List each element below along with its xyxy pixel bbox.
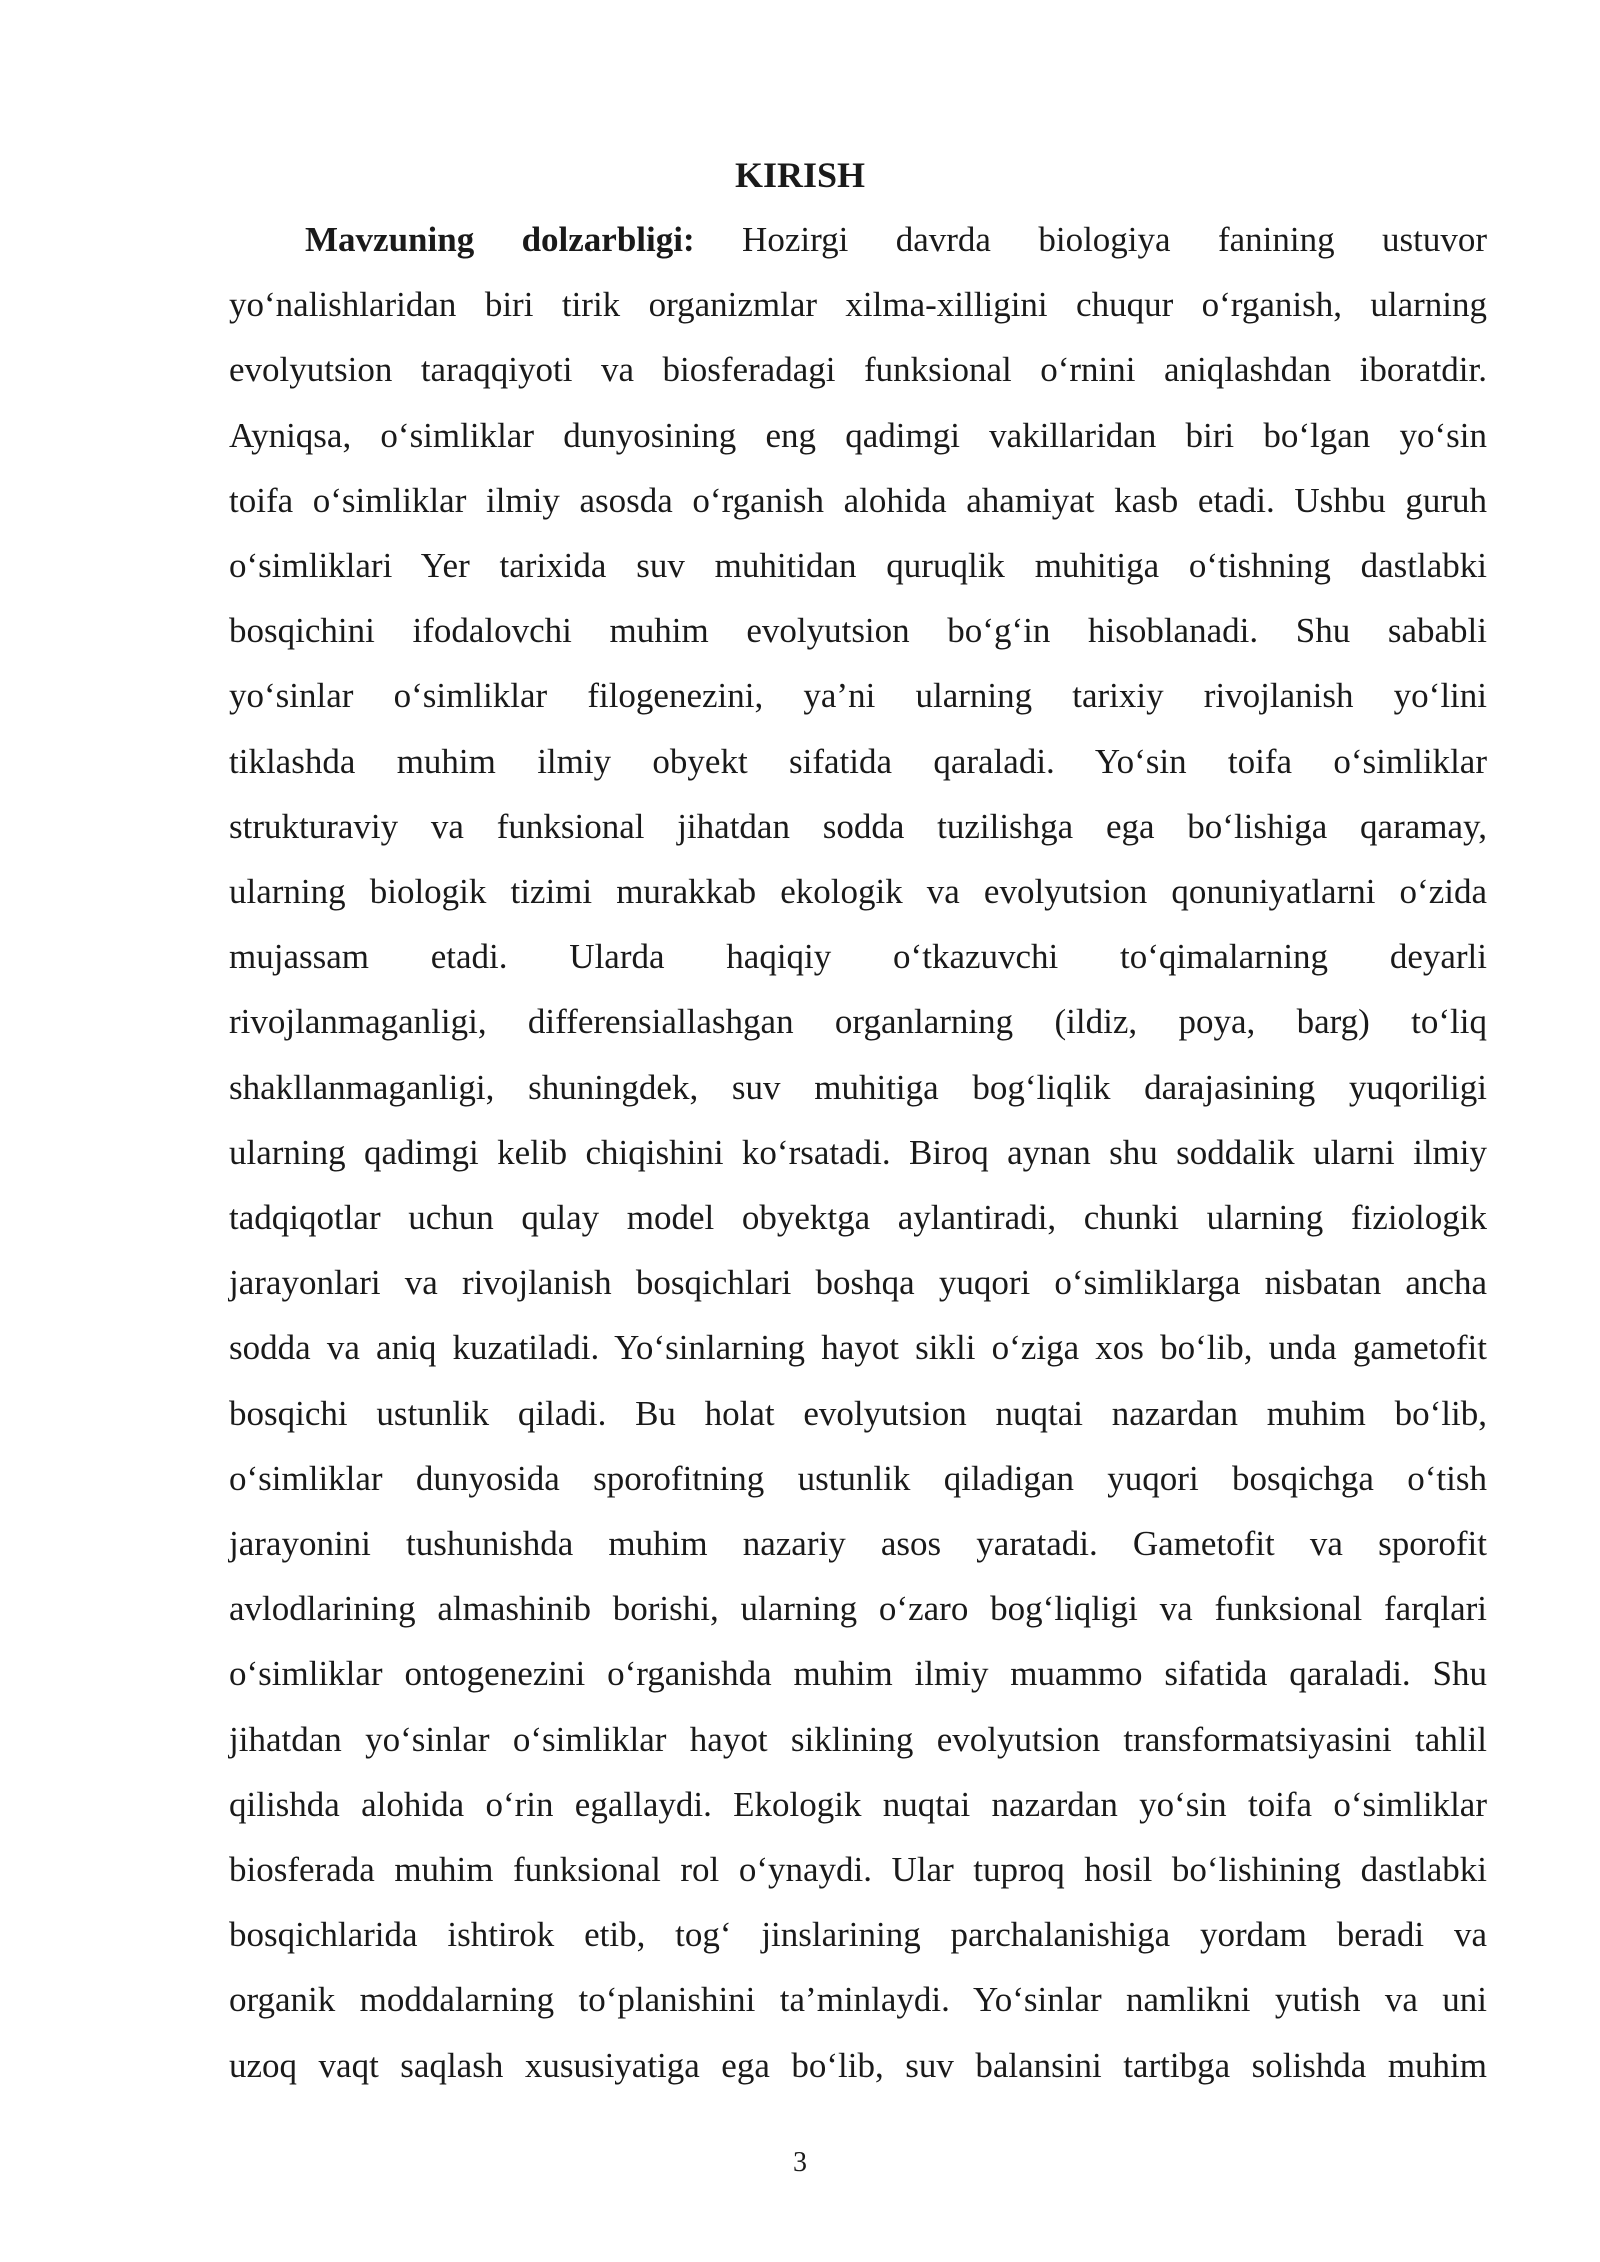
text-line: ularning qadimgi kelib chiqishini ko‘rsatadi. Biroq aynan shu soddalik ularni ilmiy (229, 1132, 1487, 1172)
text-line: organik moddalarning to‘planishini ta’minlaydi. Yo‘sinlar namlikni yutish va uni (229, 1980, 1487, 2020)
text-line: o‘simliklari Yer tarixida suv muhitidan quruqlik muhitiga o‘tishning dastlabki (229, 546, 1487, 586)
text-line: rivojlanmaganligi, differensiallashgan organlarning (ildiz, poya, barg) to‘liq (229, 1002, 1487, 1042)
text-line-content: Hozirgi davrda biologiya fanining ustuvor (694, 220, 1487, 259)
text-line: shakllanmaganligi, shuningdek, suv muhitiga bog‘liqlik darajasining yuqoriligi (229, 1067, 1487, 1107)
text-line: o‘simliklar dunyosida sporofitning ustunlik qiladigan yuqori bosqichga o‘tish (229, 1458, 1487, 1498)
text-line: uzoq vaqt saqlash xususiyatiga ega bo‘lib, suv balansini tartibga solishda muhim (229, 2045, 1487, 2085)
text-line: bosqichini ifodalovchi muhim evolyutsion bo‘g‘in hisoblanadi. Shu sababli (229, 611, 1487, 651)
page-number: 3 (793, 2147, 807, 2178)
lead-label: Mavzuning dolzarbligi: (305, 220, 695, 259)
text-line (229, 207, 1487, 272)
text-line: sodda va aniq kuzatiladi. Yo‘sinlarning hayot sikli o‘ziga xos bo‘lib, unda gametofit (229, 1328, 1487, 1368)
text-line: evolyutsion taraqqiyoti va biosferadagi funksional o‘rnini aniqlashdan iboratdir. (229, 350, 1487, 390)
text-line: tiklashda muhim ilmiy obyekt sifatida qaraladi. Yo‘sin toifa o‘simliklar (229, 741, 1487, 781)
text-line: toifa o‘simliklar ilmiy asosda o‘rganish alohida ahamiyat kasb etadi. Ushbu guruh (229, 480, 1487, 520)
text-line: avlodlarining almashinib borishi, ularning o‘zaro bog‘liqligi va funksional farqlari (229, 1589, 1487, 1629)
body-paragraph (229, 207, 1487, 2098)
text-line: qilishda alohida o‘rin egallaydi. Ekologik nuqtai nazardan yo‘sin toifa o‘simliklar (229, 1784, 1487, 1824)
text-line: Ayniqsa, o‘simliklar dunyosining eng qadimgi vakillaridan biri bo‘lgan yo‘sin (229, 415, 1487, 455)
text-line: strukturaviy va funksional jihatdan sodda tuzilishga ega bo‘lishiga qaramay, (229, 806, 1487, 846)
section-heading: KIRISH (734, 155, 866, 195)
text-line: bosqichlarida ishtirok etib, tog‘ jinslarining parchalanishiga yordam beradi va (229, 1915, 1487, 1955)
text-line: ularning biologik tizimi murakkab ekologik va evolyutsion qonuniyatlarni o‘zida (229, 872, 1487, 912)
text-line: jarayonini tushunishda muhim nazariy asos yaratadi. Gametofit va sporofit (229, 1524, 1487, 1564)
text-line: yo‘sinlar o‘simliklar filogenezini, ya’ni ularning tarixiy rivojlanish yo‘lini (229, 676, 1487, 716)
text-line: yo‘nalishlaridan biri tirik organizmlar xilma-xilligini chuqur o‘rganish, ularning (229, 285, 1487, 325)
text-line: biosferada muhim funksional rol o‘ynaydi. Ular tuproq hosil bo‘lishining dastlabki (229, 1850, 1487, 1890)
text-line: bosqichi ustunlik qiladi. Bu holat evolyutsion nuqtai nazardan muhim bo‘lib, (229, 1393, 1487, 1433)
text-line: o‘simliklar ontogenezini o‘rganishda muhim ilmiy muammo sifatida qaraladi. Shu (229, 1654, 1487, 1694)
text-line: mujassam etadi. Ularda haqiqiy o‘tkazuvchi to‘qimalarning deyarli (229, 937, 1487, 977)
text-line: tadqiqotlar uchun qulay model obyektga aylantiradi, chunki ularning fiziologik (229, 1198, 1487, 1238)
text-line: jarayonlari va rivojlanish bosqichlari boshqa yuqori o‘simliklarga nisbatan ancha (229, 1263, 1487, 1303)
text-line: jihatdan yo‘sinlar o‘simliklar hayot siklining evolyutsion transformatsiyasini tahlil (229, 1719, 1487, 1759)
